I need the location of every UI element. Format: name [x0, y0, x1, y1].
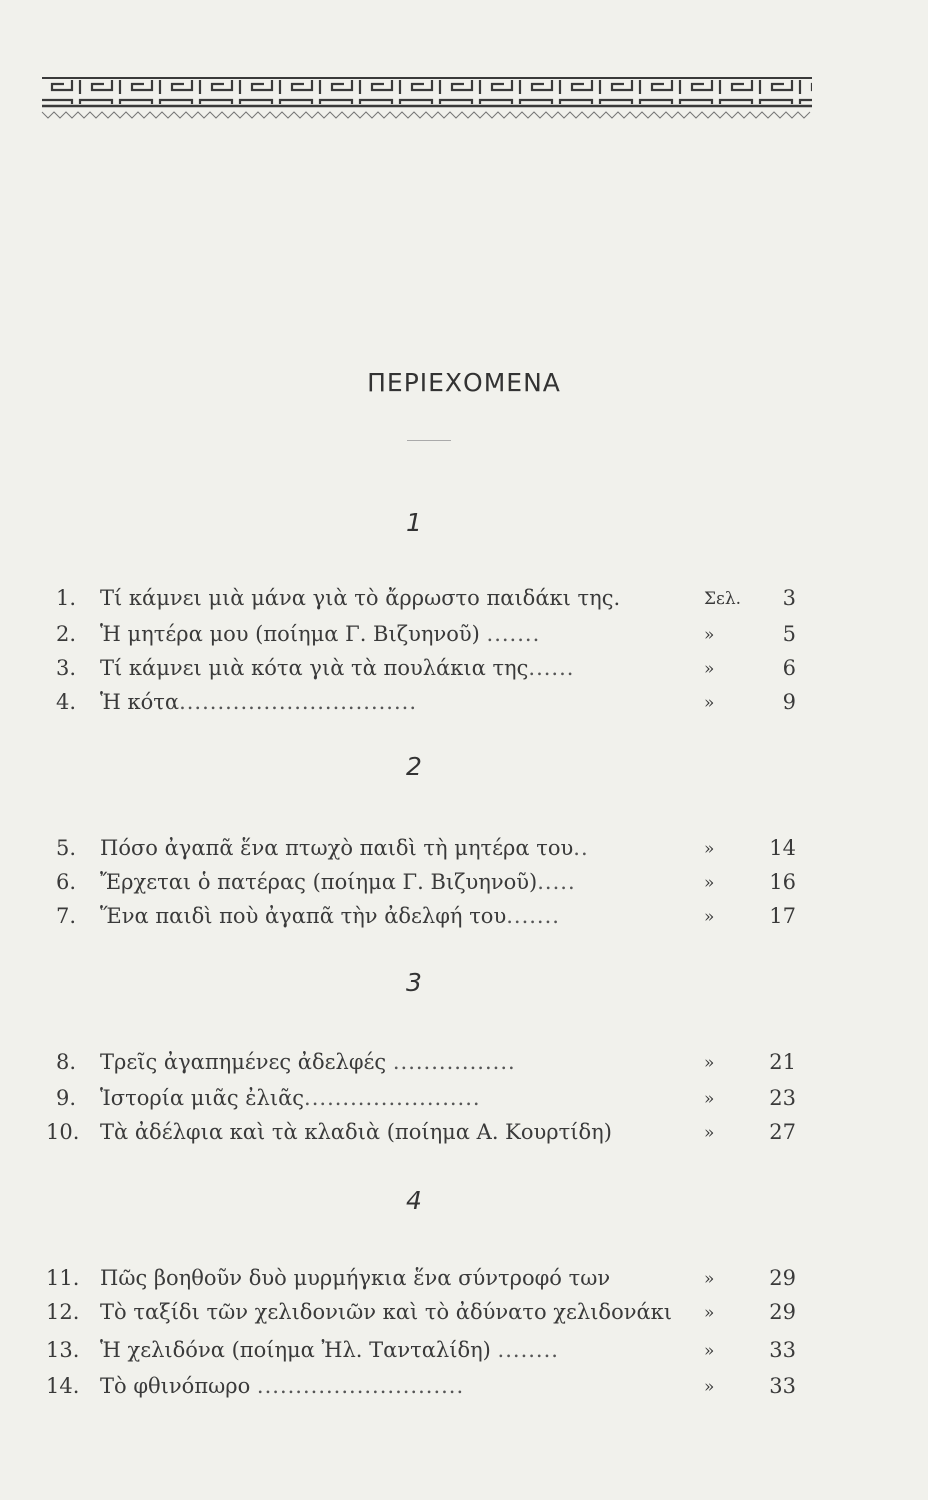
page-marker: » — [704, 1377, 715, 1397]
entry-title: Πόσο ἀγαπᾶ ἕνα πτωχὸ παιδὶ τὴ μητέρα του.. — [100, 836, 589, 860]
toc-entry[interactable] — [46, 904, 806, 932]
toc-entry[interactable] — [46, 622, 806, 650]
page-marker: » — [704, 1089, 715, 1109]
toc-entry[interactable] — [46, 870, 806, 898]
entry-page: 3 — [782, 586, 796, 610]
toc-entry[interactable] — [46, 586, 806, 614]
section-number: 3 — [406, 968, 422, 997]
page-marker: » — [704, 1303, 715, 1323]
entry-page: 23 — [769, 1086, 796, 1110]
toc-entry[interactable] — [46, 1374, 806, 1402]
entry-title: Ἱστορία μιᾶς ἐλιᾶς....................... — [100, 1086, 481, 1110]
entry-number: 13. — [46, 1338, 80, 1362]
entry-title: Τί κάμνει μιὰ μάνα γιὰ τὸ ἄρρωστο παιδάκι της. — [100, 586, 621, 610]
entry-number: 8. — [55, 1050, 76, 1074]
entry-number: 9. — [55, 1086, 76, 1110]
entry-number: 1. — [55, 586, 76, 610]
page-marker: » — [704, 907, 715, 927]
entry-title: Τρεῖς ἀγαπημένες ἀδελφές ................ — [100, 1050, 516, 1074]
toc-entry[interactable] — [46, 836, 806, 864]
entry-number: 7. — [55, 904, 76, 928]
toc-entry[interactable] — [46, 1300, 806, 1328]
entry-number: 3. — [55, 656, 76, 680]
entry-title: Ἕνα παιδὶ ποὺ ἀγαπᾶ τὴν ἀδελφή του....... — [100, 904, 560, 928]
toc-entry[interactable] — [46, 1086, 806, 1114]
toc-entry[interactable] — [46, 1266, 806, 1294]
toc-entry[interactable] — [46, 656, 806, 684]
toc-entry[interactable] — [46, 1338, 806, 1366]
page-marker: » — [704, 1123, 715, 1143]
entry-title: Ἡ χελιδόνα (ποίημα Ἠλ. Τανταλίδη) ........ — [100, 1338, 559, 1362]
page-marker: » — [704, 1053, 715, 1073]
entry-title: Ἔρχεται ὁ πατέρας (ποίημα Γ. Βιζυηνοῦ)..... — [100, 870, 576, 894]
page-marker: » — [704, 873, 715, 893]
page-marker: » — [704, 1341, 715, 1361]
entry-title: Τὸ ταξίδι τῶν χελιδονιῶν καὶ τὸ ἀδύνατο χελιδονάκι — [100, 1300, 673, 1324]
entry-number: 10. — [46, 1120, 80, 1144]
entry-title: Τὰ ἀδέλφια καὶ τὰ κλαδιὰ (ποίημα Α. Κουρτίδη) — [100, 1120, 612, 1144]
entry-page: 29 — [769, 1300, 796, 1324]
section-number: 1 — [406, 508, 422, 537]
entry-title: Ἡ κότα............................... — [100, 690, 418, 714]
entry-number: 14. — [46, 1374, 80, 1398]
toc-entry[interactable] — [46, 690, 806, 718]
entry-title: Ἡ μητέρα μου (ποίημα Γ. Βιζυηνοῦ) ....... — [100, 622, 541, 646]
greek-key-border — [38, 74, 816, 126]
page-title: ΠΕΡΙΕΧΟΜΕΝΑ — [367, 368, 561, 397]
entry-number: 12. — [46, 1300, 80, 1324]
entry-page: 33 — [769, 1338, 796, 1362]
toc-entry[interactable] — [46, 1120, 806, 1148]
entry-page: 33 — [769, 1374, 796, 1398]
entry-page: 16 — [769, 870, 796, 894]
entry-number: 5. — [55, 836, 76, 860]
entry-page: 21 — [769, 1050, 796, 1074]
entry-page: 6 — [782, 656, 796, 680]
page-marker: » — [704, 659, 715, 679]
section-number: 4 — [406, 1186, 422, 1215]
entry-page: 27 — [769, 1120, 796, 1144]
entry-page: 29 — [769, 1266, 796, 1290]
page-marker: » — [704, 1269, 715, 1289]
entry-page: 17 — [769, 904, 796, 928]
page-marker: » — [704, 625, 715, 645]
page-marker: » — [704, 839, 715, 859]
entry-number: 4. — [55, 690, 76, 714]
section-number: 2 — [406, 752, 422, 781]
entry-page: 14 — [769, 836, 796, 860]
entry-page: 9 — [782, 690, 796, 714]
page-marker: » — [704, 693, 715, 713]
entry-page: 5 — [782, 622, 796, 646]
toc-entry[interactable] — [46, 1050, 806, 1078]
page-marker: Σελ. — [704, 589, 742, 609]
entry-title: Τὸ φθινόπωρο ........................... — [100, 1374, 465, 1398]
entry-number: 6. — [55, 870, 76, 894]
entry-title: Πῶς βοηθοῦν δυὸ μυρμήγκια ἕνα σύντροφό των — [100, 1266, 611, 1290]
entry-number: 2. — [55, 622, 76, 646]
entry-number: 11. — [46, 1266, 80, 1290]
entry-title: Τί κάμνει μιὰ κότα γιὰ τὰ πουλάκια της...... — [100, 656, 575, 680]
title-divider — [407, 440, 451, 441]
